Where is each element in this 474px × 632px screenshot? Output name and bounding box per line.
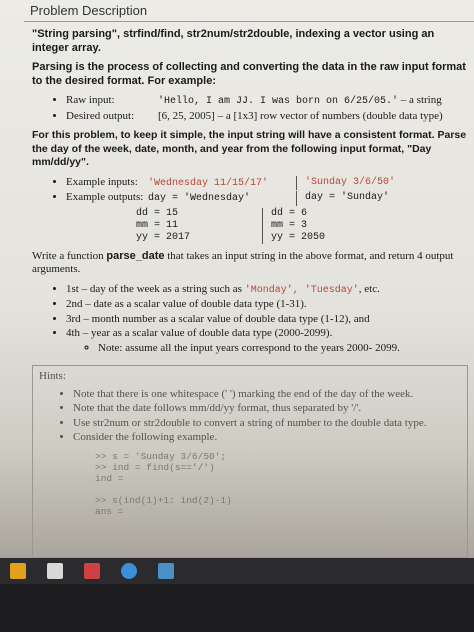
example1-list [32, 94, 468, 123]
example-output-2-yy: yy = 2050 [271, 231, 326, 243]
hint-4: • Consider the following example. [73, 431, 461, 445]
code-line-3-text: ind = [95, 472, 124, 484]
example-output-1-yy: yy = 2017 [136, 231, 191, 243]
intro-heading: "String parsing", strfind/find, str2num/str2double, indexing a vector using an integer array. [32, 28, 435, 54]
mail-icon[interactable] [47, 563, 63, 579]
desired-output-value: [6, 25, 2005] – a [1x3] row vector of numbers (double data type) [158, 109, 443, 122]
format-note: For this problem, to keep it simple, the input string will have a consistent format. Parse the day of the week, date, month, and year from the following input format, "Day mm/dd/yy". [32, 129, 467, 168]
function-name: parse_date [106, 249, 165, 262]
output-item-2: • 2nd – date as a scalar value of double data type (1-31). [66, 298, 468, 312]
code-line-2: >> ind = find(s=='/') [95, 461, 215, 473]
code-line-1: >> s = 'Sunday 3/6/50'; [95, 450, 227, 462]
code-line-5: >> s(ind(1)+1: ind(2)-1) [95, 494, 232, 506]
example-input-1: 'Wednesday 11/15/17' [148, 177, 269, 189]
task-prefix: Write a function [32, 249, 107, 262]
problem-content [32, 28, 468, 558]
files-icon[interactable] [158, 563, 174, 579]
task-suffix: that takes an input string in the above format, and return 4 output arguments. [32, 249, 454, 275]
hint-1: • Note that there is one whitespace (' ') marking the end of the day of the week. [73, 388, 461, 402]
output-1-text: 1st – day of the week as a string such as [66, 282, 245, 295]
raw-input-note: – a string [398, 94, 442, 106]
task-statement [32, 250, 468, 277]
output-1-code: 'Monday', 'Tuesday' [244, 284, 359, 296]
hint-code-block [39, 451, 461, 517]
example-output-2-mm: mm = 3 [271, 219, 308, 231]
output-item-1 [66, 283, 468, 298]
example2-list [32, 176, 468, 206]
chrome-icon[interactable] [121, 563, 137, 579]
note-list [66, 342, 468, 356]
desired-output-label: • Desired output: [66, 109, 135, 122]
output-item-4: • 4th – year as a scalar value of double data type (2000-2099). [66, 327, 468, 341]
output-item-3: • 3rd – month number as a scalar value of double data type (1-12), and [66, 313, 468, 327]
example-output-1-dd: dd = 15 [136, 207, 179, 219]
code-line-3 [39, 473, 461, 484]
hint-2: • Note that the date follows mm/dd/yy format, thus separated by '/'. [73, 402, 461, 416]
hints-list [39, 388, 461, 445]
example-inputs-item [66, 176, 468, 191]
app-icon[interactable] [84, 563, 100, 579]
example-output-2-day: day = 'Sunday' [296, 191, 389, 206]
raw-input-item [66, 94, 468, 109]
code-line-6: ans = [95, 505, 124, 517]
hint-3: • Use str2num or str2double to convert a string of number to the double data type. [73, 417, 461, 431]
example-output-1-day: day = 'Wednesday' [148, 193, 251, 204]
example-input-2: 'Sunday 3/6/50' [296, 176, 395, 191]
output-1-suffix: , etc. [358, 282, 380, 295]
window-title: Problem Description [30, 3, 148, 18]
years-note: ◦ Note: assume all the input years correspond to the years 2000- 2099. [98, 342, 468, 356]
code-line-4 [39, 484, 461, 495]
desired-output-item [66, 110, 468, 124]
title-divider [24, 21, 474, 22]
briefcase-icon[interactable] [10, 563, 26, 579]
hints-box [32, 365, 468, 558]
example-outputs-item [66, 191, 468, 206]
example-output-2-dd: dd = 6 [271, 207, 308, 219]
example-output-1-mm: mm = 11 [136, 219, 179, 231]
hints-title: Hints: [39, 370, 66, 382]
example-outputs-table [32, 208, 468, 244]
parsing-definition: Parsing is the process of collecting and converting the data in the raw input format to the desired format. For example: [32, 61, 466, 87]
taskbar [0, 558, 474, 584]
raw-input-label: • Raw input: [66, 94, 115, 106]
outputs-list [32, 283, 468, 356]
example-outputs-label: Example outputs: [66, 191, 144, 203]
example-inputs-label: Example inputs: [66, 175, 138, 188]
raw-input-value: 'Hello, I am JJ. I was born on 6/25/05.' [158, 96, 399, 107]
